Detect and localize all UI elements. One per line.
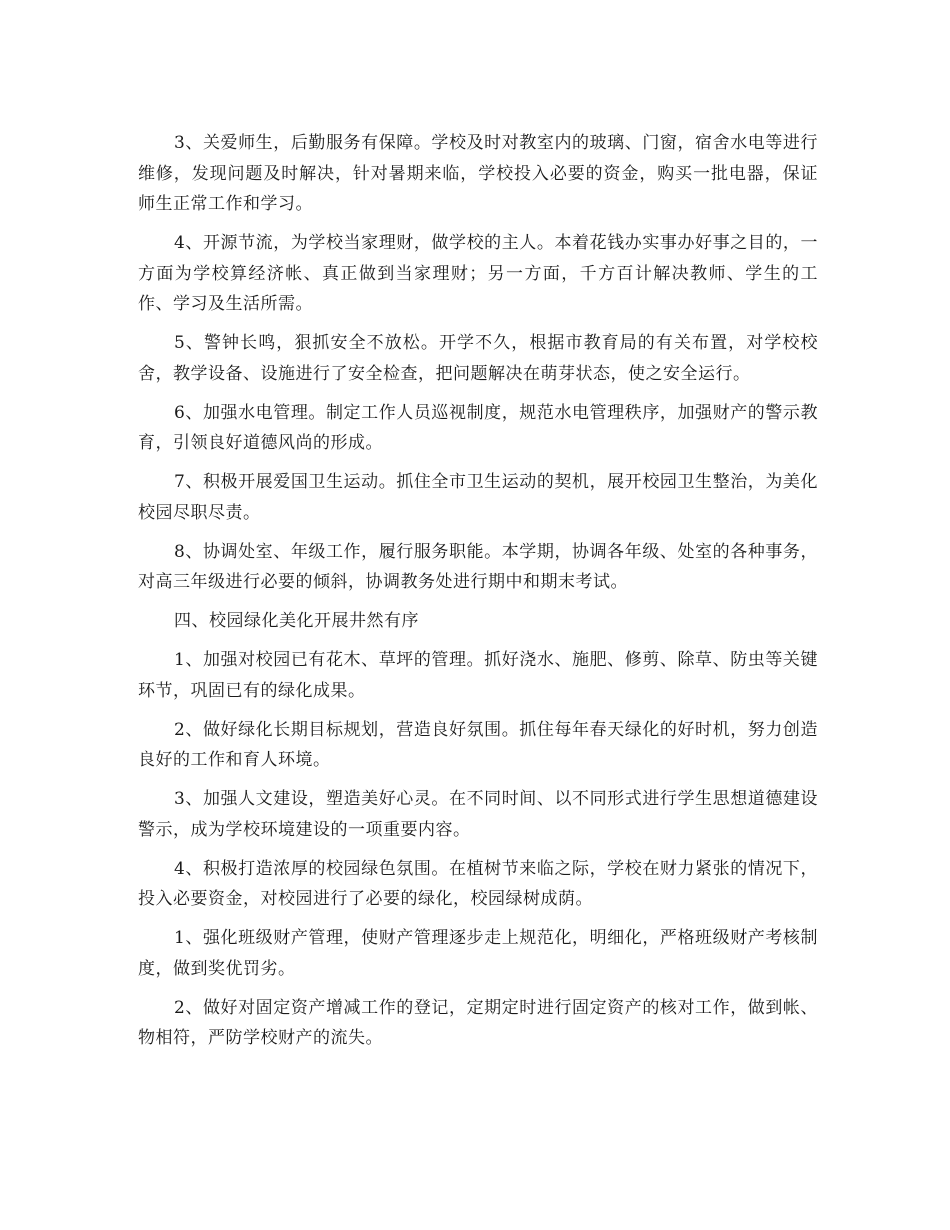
document-page	[138, 128, 818, 1062]
paragraph-plant-care: 1、加强对校园已有花木、草坪的管理。抓好浇水、施肥、修剪、除草、防虫等关键环节，巩固已有的绿化成果。	[138, 650, 818, 701]
section-heading-greening: 四、校园绿化美化开展井然有序	[174, 611, 419, 631]
paragraph-logistics-service: 3、关爱师生，后勤服务有保障。学校及时对教室内的玻璃、门窗，宿舍水电等进行维修，发现问题及时解决，针对暑期来临，学校投入必要的资金，购买一批电器，保证师生正常工作和学习。	[138, 133, 818, 214]
paragraph-financial-management: 4、开源节流，为学校当家理财，做学校的主人。本着花钱办实事办好事之目的，一方面为学校算经济帐、真正做到当家理财；另一方面，千方百计解决教师、学生的工作、学习及生活所需。	[138, 233, 818, 314]
paragraph-hygiene-campaign: 7、积极开展爱国卫生运动。抓住全市卫生运动的契机，展开校园卫生整治，为美化校园尽职尽责。	[138, 472, 818, 523]
paragraph-utility-management: 6、加强水电管理。制定工作人员巡视制度，规范水电管理秩序，加强财产的警示教育，引领良好道德风尚的形成。	[138, 402, 818, 453]
paragraph-class-property: 1、强化班级财产管理，使财产管理逐步走上规范化，明细化，严格班级财产考核制度，做到奖优罚劣。	[138, 928, 818, 979]
paragraph-coordination: 8、协调处室、年级工作，履行服务职能。本学期，协调各年级、处室的各种事务，对高三年级进行必要的倾斜，协调教务处进行期中和期末考试。	[138, 541, 818, 592]
paragraph-green-atmosphere: 4、积极打造浓厚的校园绿色氛围。在植树节来临之际，学校在财力紧张的情况下，投入必要资金，对校园进行了必要的绿化，校园绿树成荫。	[138, 858, 818, 909]
paragraph-safety-inspection: 5、警钟长鸣，狠抓安全不放松。开学不久，根据市教育局的有关布置，对学校校舍，教学设备、设施进行了安全检查，把问题解决在萌芽状态，使之安全运行。	[138, 333, 818, 384]
paragraph-fixed-assets: 2、做好对固定资产增减工作的登记，定期定时进行固定资产的核对工作，做到帐、物相符，严防学校财产的流失。	[138, 997, 818, 1048]
paragraph-greening-plan: 2、做好绿化长期目标规划，营造良好氛围。抓住每年春天绿化的好时机，努力创造良好的工作和育人环境。	[138, 719, 818, 770]
paragraph-humanistic-building: 3、加强人文建设，塑造美好心灵。在不同时间、以不同形式进行学生思想道德建设警示，成为学校环境建设的一项重要内容。	[138, 789, 818, 840]
